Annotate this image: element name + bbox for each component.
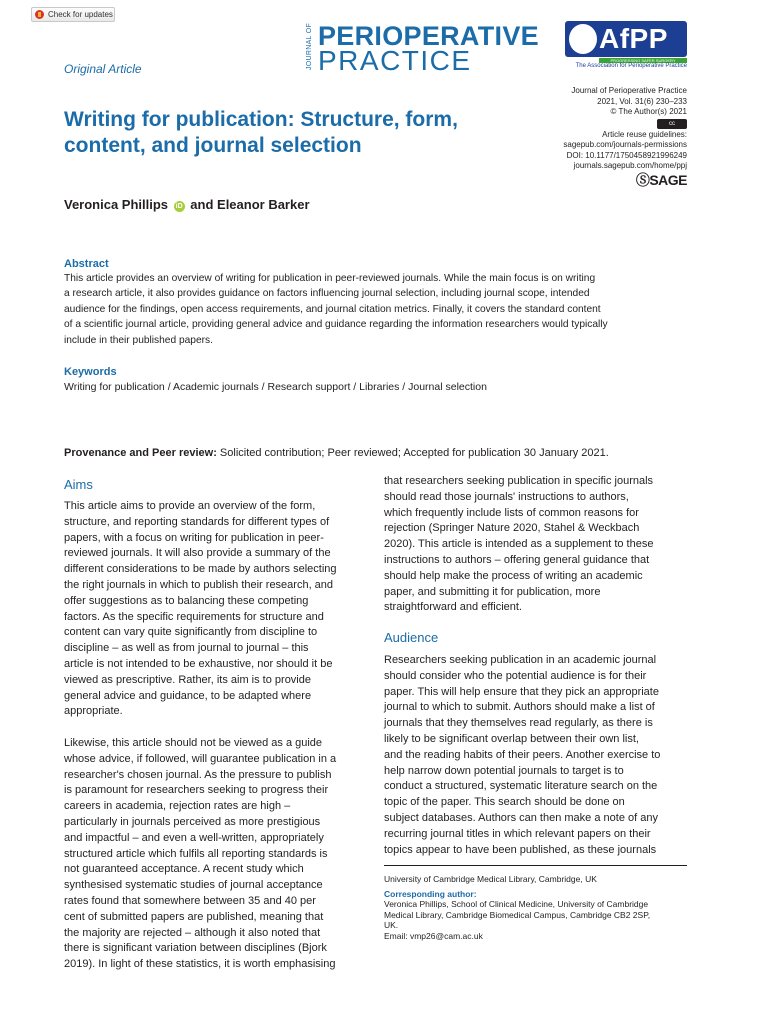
section-heading-audience: Audience bbox=[384, 630, 439, 645]
corresponding-author-heading: Corresponding author: bbox=[384, 888, 477, 899]
paragraph: that researchers seeking publication in specific journals should read those journals' instructions to authors, which frequently include lists of common reasons for rejection (Springer Nature 2020, Stahel & Weckbach 2020). This article is intended as a supplement to these instructions to authors – offering general guidance that should help make the process of writing an academic paper, and submitting it for publication, more straightforward and efficient. bbox=[384, 475, 654, 614]
paragraph: Likewise, this article should not be viewed as a guide whose advice, if followed, will guarantee publication in a researcher's chosen journal. As the pressure to publish is paramount for researchers seeking to progress their careers in academia, rejection rates are high – particularly in journals perceived as more prestigious and impactful – and even a well-written, appropriately structured article which fulfils all reporting standards is not guaranteed acceptance. A recent study which synthesised systematic studies of journal acceptance rates found that somewhere between 35 and 40 per cent of submitted papers are published, meaning that the majority are rejected – although it also noted that there is significant variation between disciplines (Bjork 2019). In light of these statistics, it is worth emphasising bbox=[64, 736, 337, 971]
affiliation: University of Cambridge Medical Library, Cambridge, UK bbox=[384, 874, 597, 884]
right-column-bottom bbox=[384, 653, 688, 874]
right-column-top bbox=[384, 474, 688, 632]
abstract-line: audience for the findings, open access requirements, and journal citation metrics. Finally, it covers the standard content bbox=[64, 303, 601, 315]
afpp-subtitle: The Association for Perioperative Practice bbox=[575, 63, 687, 69]
provenance bbox=[64, 447, 609, 459]
abstract-heading: Abstract bbox=[64, 258, 109, 270]
provenance-text: Solicited contribution; Peer reviewed; Accepted for publication 30 January 2021. bbox=[216, 447, 609, 459]
afpp-head-icon bbox=[569, 24, 597, 54]
provenance-label: Provenance and Peer review: bbox=[64, 447, 217, 459]
journal-name-line2: PRACTICE bbox=[318, 45, 472, 76]
abstract-line: This article provides an overview of writing for publication in peer-reviewed journals. While the main focus is on writing bbox=[64, 273, 596, 284]
abstract-line: include in their published papers. bbox=[64, 334, 213, 346]
check-for-updates-badge[interactable] bbox=[31, 7, 115, 22]
section-heading-aims: Aims bbox=[64, 477, 93, 492]
journal-info bbox=[487, 86, 687, 187]
author-list bbox=[64, 197, 310, 212]
paragraph: Researchers seeking publication in an academic journal should consider who the potential audience is for their paper. This will help ensure that they pick an appropriate journal to which to submit. Authors should make a list of journals that they themselves read regularly, as there is likely to be significant overlap between their own list, and the reading habits of their peers. Another exercise to help narrow down potential journals to target is to conduct a structured, systematic literature search on the topic of the paper. This search should be done on subject databases. Authors can then make a note of any recurring journal titles in which relevant papers on their topics appear to have been published, as these journals bbox=[384, 654, 661, 856]
author-second: and Eleanor Barker bbox=[190, 197, 310, 212]
corresponding-author-line: Medical Library, Cambridge Biomedical Campus, Cambridge CB2 2SP, bbox=[384, 909, 651, 920]
reuse-link[interactable]: sagepub.com/journals-permissions bbox=[563, 140, 687, 149]
check-for-updates-label: Check for updates bbox=[48, 10, 113, 19]
email-link[interactable]: Email: vmp26@cam.ac.uk bbox=[384, 930, 483, 941]
crossmark-icon bbox=[35, 10, 44, 19]
doi[interactable]: DOI: 10.1177/1750458921996249 bbox=[566, 150, 687, 160]
journal-copyright: © The Author(s) 2021 bbox=[610, 107, 687, 116]
abstract-line: a research article, it also provides guidance on factors influencing journal selection, including journal scope, intended bbox=[64, 288, 590, 300]
journal-home-link[interactable]: journals.sagepub.com/home/ppj bbox=[573, 161, 687, 170]
afpp-acronym: AfPP bbox=[599, 23, 668, 54]
abstract-line: of a scientific journal article, providing general advice and guidance regarding the information researchers would typically bbox=[64, 319, 608, 331]
footnote-divider bbox=[384, 865, 687, 866]
keywords-text: Writing for publication / Academic journals / Research support / Libraries / Journal selection bbox=[64, 381, 487, 393]
afpp-stripe: PROGRESSING SAFER SURGERY bbox=[599, 58, 687, 63]
reuse-label: Article reuse guidelines: bbox=[602, 129, 687, 139]
abstract-body bbox=[64, 271, 692, 348]
left-column bbox=[64, 499, 368, 989]
orcid-icon[interactable]: iD bbox=[175, 203, 183, 210]
keywords-heading: Keywords bbox=[64, 366, 117, 378]
journal-of-label: JOURNAL OF bbox=[306, 22, 314, 71]
article-title: Writing for publication: Structure, form, content, and journal selection bbox=[64, 108, 458, 157]
article-type: Original Article bbox=[64, 62, 142, 76]
journal-citation: Journal of Perioperative Practice bbox=[571, 86, 687, 95]
footnote bbox=[384, 874, 687, 942]
sage-logo: ⓈSAGE bbox=[635, 171, 687, 188]
journal-volume: 2021, Vol. 31(6) 230–233 bbox=[597, 96, 687, 106]
paragraph: This article aims to provide an overview of the form, structure, and reporting standards for different types of papers, with a focus on writing for publication in peer- reviewed journals. It will also provide a summary of the different considerations to be made by authors selecting the right journals in which to publish their research, and offer suggestions as to balancing these competing factors. As the specific requirements for structure and content can vary quite significantly from discipline to discipline – as well as from journal to journal – this article is not intended to be exhaustive, nor should it be viewed as prescriptive. Rather, its aim is to provide general advice and guidance, to be adapted where appropriate. bbox=[64, 500, 337, 718]
journal-name-line1: PERIOPERATIVE bbox=[318, 21, 539, 51]
cc-license-icon: cc bbox=[657, 119, 687, 129]
afpp-logo bbox=[565, 21, 687, 69]
corresponding-author-line: Veronica Phillips, School of Clinical Medicine, University of Cambridge bbox=[384, 899, 649, 910]
author-first: Veronica Phillips bbox=[64, 197, 169, 212]
corresponding-author-line: UK. bbox=[384, 920, 399, 931]
